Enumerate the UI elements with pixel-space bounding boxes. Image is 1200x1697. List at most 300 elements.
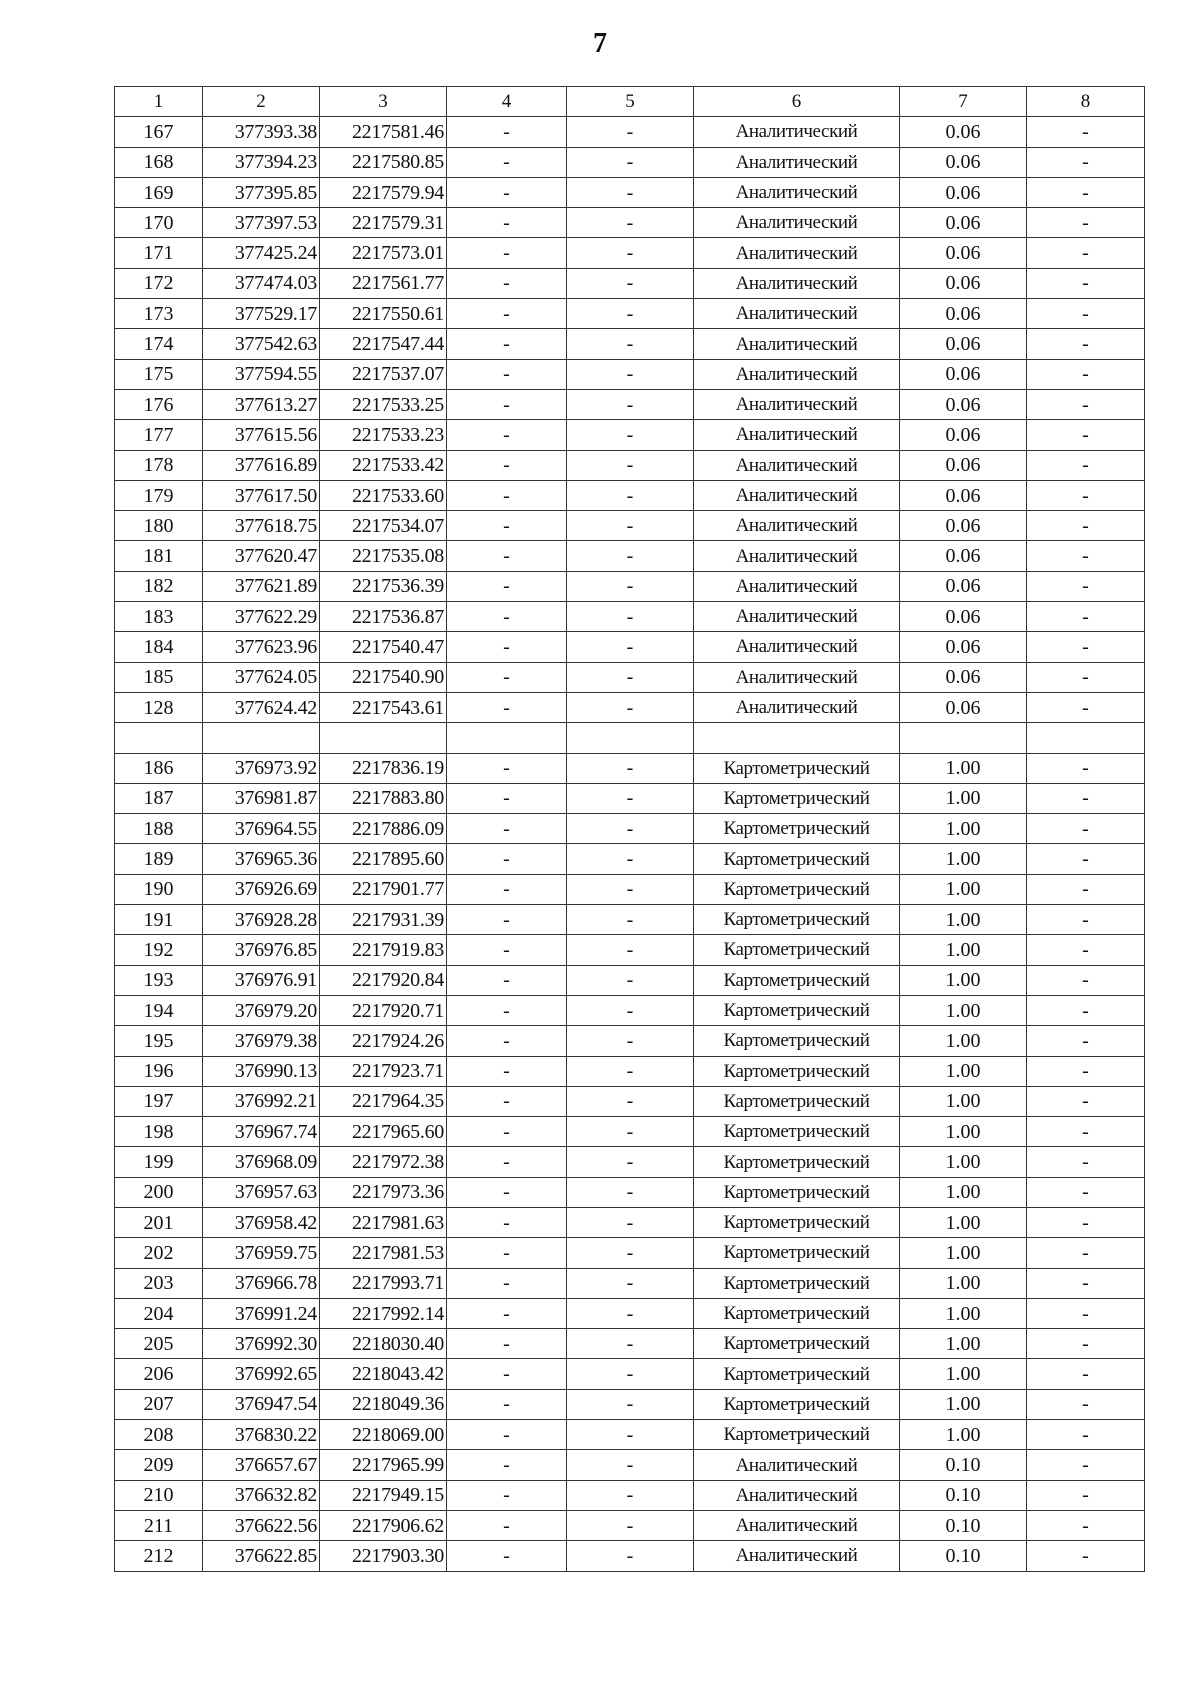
cell-coord-y: 2217931.39 xyxy=(320,905,447,935)
cell-col-8: - xyxy=(1027,1480,1145,1510)
cell-coord-x: 377617.50 xyxy=(203,480,320,510)
cell-col-5: - xyxy=(567,117,694,147)
cell-col-4: - xyxy=(447,359,567,389)
table-row xyxy=(115,299,1145,329)
cell-col-8 xyxy=(1027,723,1145,753)
table-row xyxy=(115,814,1145,844)
cell-coord-y: 2217895.60 xyxy=(320,844,447,874)
cell-coord-y: 2217547.44 xyxy=(320,329,447,359)
cell-col-4: - xyxy=(447,602,567,632)
cell-coord-y: 2217534.07 xyxy=(320,511,447,541)
cell-point-number: 208 xyxy=(115,1420,203,1450)
cell-accuracy: 0.06 xyxy=(900,632,1027,662)
cell-coord-y: 2217579.31 xyxy=(320,208,447,238)
cell-coord-y: 2217581.46 xyxy=(320,117,447,147)
cell-col-5: - xyxy=(567,1298,694,1328)
cell-accuracy: 1.00 xyxy=(900,1026,1027,1056)
cell-coord-x: 376992.30 xyxy=(203,1329,320,1359)
cell-coord-x: 376632.82 xyxy=(203,1480,320,1510)
cell-col-4: - xyxy=(447,1207,567,1237)
table-row xyxy=(115,511,1145,541)
cell-coord-x: 377624.42 xyxy=(203,692,320,722)
cell-col-4: - xyxy=(447,511,567,541)
cell-accuracy: 1.00 xyxy=(900,783,1027,813)
cell-coord-x: 376830.22 xyxy=(203,1420,320,1450)
cell-coord-x xyxy=(203,723,320,753)
table-row xyxy=(115,965,1145,995)
table-row xyxy=(115,268,1145,298)
cell-method: Аналитический xyxy=(694,329,900,359)
cell-coord-y: 2217920.71 xyxy=(320,995,447,1025)
cell-coord-x: 376926.69 xyxy=(203,874,320,904)
cell-col-4: - xyxy=(447,1389,567,1419)
cell-accuracy: 0.06 xyxy=(900,329,1027,359)
cell-point-number: 178 xyxy=(115,450,203,480)
cell-point-number: 201 xyxy=(115,1207,203,1237)
cell-point-number: 175 xyxy=(115,359,203,389)
cell-col-8: - xyxy=(1027,1117,1145,1147)
cell-coord-y xyxy=(320,723,447,753)
cell-col-8: - xyxy=(1027,329,1145,359)
cell-col-4: - xyxy=(447,632,567,662)
cell-accuracy: 1.00 xyxy=(900,1207,1027,1237)
cell-col-5: - xyxy=(567,1117,694,1147)
table-row xyxy=(115,874,1145,904)
cell-col-8: - xyxy=(1027,1147,1145,1177)
cell-accuracy: 1.00 xyxy=(900,1329,1027,1359)
cell-point-number: 169 xyxy=(115,177,203,207)
cell-col-5: - xyxy=(567,147,694,177)
cell-method: Картометрический xyxy=(694,905,900,935)
cell-coord-y: 2217901.77 xyxy=(320,874,447,904)
cell-coord-y: 2217836.19 xyxy=(320,753,447,783)
cell-coord-y: 2217923.71 xyxy=(320,1056,447,1086)
cell-col-8: - xyxy=(1027,511,1145,541)
cell-accuracy: 0.06 xyxy=(900,450,1027,480)
cell-col-5: - xyxy=(567,1450,694,1480)
cell-col-8: - xyxy=(1027,420,1145,450)
cell-point-number: 181 xyxy=(115,541,203,571)
cell-col-4: - xyxy=(447,905,567,935)
column-number-header: 1 xyxy=(115,87,203,117)
cell-coord-y: 2217972.38 xyxy=(320,1147,447,1177)
cell-method: Аналитический xyxy=(694,511,900,541)
cell-col-5: - xyxy=(567,420,694,450)
cell-method: Аналитический xyxy=(694,117,900,147)
cell-col-5: - xyxy=(567,995,694,1025)
table-row xyxy=(115,541,1145,571)
cell-method: Аналитический xyxy=(694,208,900,238)
cell-accuracy: 1.00 xyxy=(900,753,1027,783)
cell-coord-y: 2217573.01 xyxy=(320,238,447,268)
cell-point-number: 180 xyxy=(115,511,203,541)
cell-coord-x: 377621.89 xyxy=(203,571,320,601)
cell-method: Картометрический xyxy=(694,1238,900,1268)
cell-coord-x: 376966.78 xyxy=(203,1268,320,1298)
cell-col-8: - xyxy=(1027,177,1145,207)
cell-coord-y: 2218030.40 xyxy=(320,1329,447,1359)
cell-col-5: - xyxy=(567,1329,694,1359)
cell-accuracy: 0.06 xyxy=(900,420,1027,450)
cell-method: Аналитический xyxy=(694,662,900,692)
cell-point-number: 186 xyxy=(115,753,203,783)
table-row xyxy=(115,208,1145,238)
cell-method: Аналитический xyxy=(694,541,900,571)
cell-point-number: 170 xyxy=(115,208,203,238)
cell-col-5: - xyxy=(567,208,694,238)
cell-coord-y: 2217949.15 xyxy=(320,1480,447,1510)
column-number-header: 3 xyxy=(320,87,447,117)
cell-col-8: - xyxy=(1027,1086,1145,1116)
cell-point-number: 205 xyxy=(115,1329,203,1359)
cell-col-5: - xyxy=(567,299,694,329)
cell-accuracy: 0.10 xyxy=(900,1510,1027,1540)
cell-coord-y: 2217965.60 xyxy=(320,1117,447,1147)
cell-coord-y: 2217533.42 xyxy=(320,450,447,480)
cell-coord-y: 2217920.84 xyxy=(320,965,447,995)
cell-col-8: - xyxy=(1027,965,1145,995)
cell-coord-x: 376959.75 xyxy=(203,1238,320,1268)
cell-coord-y: 2217886.09 xyxy=(320,814,447,844)
cell-coord-y: 2218043.42 xyxy=(320,1359,447,1389)
cell-coord-x: 376957.63 xyxy=(203,1177,320,1207)
cell-coord-x: 377622.29 xyxy=(203,602,320,632)
cell-accuracy: 0.06 xyxy=(900,268,1027,298)
cell-col-4: - xyxy=(447,450,567,480)
cell-method: Картометрический xyxy=(694,1056,900,1086)
cell-method: Аналитический xyxy=(694,1510,900,1540)
table-row xyxy=(115,1086,1145,1116)
cell-method: Аналитический xyxy=(694,389,900,419)
table-row xyxy=(115,632,1145,662)
cell-coord-x: 376991.24 xyxy=(203,1298,320,1328)
cell-point-number: 172 xyxy=(115,268,203,298)
cell-col-8: - xyxy=(1027,1329,1145,1359)
cell-coord-y: 2217579.94 xyxy=(320,177,447,207)
cell-accuracy: 0.10 xyxy=(900,1450,1027,1480)
cell-accuracy xyxy=(900,723,1027,753)
cell-col-8: - xyxy=(1027,147,1145,177)
cell-accuracy: 1.00 xyxy=(900,965,1027,995)
cell-accuracy: 0.06 xyxy=(900,571,1027,601)
table-row xyxy=(115,1268,1145,1298)
cell-point-number: 128 xyxy=(115,692,203,722)
cell-col-4: - xyxy=(447,692,567,722)
cell-point-number xyxy=(115,723,203,753)
cell-accuracy: 1.00 xyxy=(900,1298,1027,1328)
column-number-header: 8 xyxy=(1027,87,1145,117)
cell-col-8: - xyxy=(1027,208,1145,238)
cell-coord-x: 377624.05 xyxy=(203,662,320,692)
cell-accuracy: 1.00 xyxy=(900,935,1027,965)
table-row xyxy=(115,662,1145,692)
coordinates-table xyxy=(114,86,1145,1572)
cell-coord-y: 2217536.87 xyxy=(320,602,447,632)
table-row xyxy=(115,905,1145,935)
cell-col-5: - xyxy=(567,268,694,298)
cell-method: Аналитический xyxy=(694,299,900,329)
table-row xyxy=(115,1117,1145,1147)
cell-point-number: 209 xyxy=(115,1450,203,1480)
cell-method: Картометрический xyxy=(694,1389,900,1419)
cell-coord-y: 2217537.07 xyxy=(320,359,447,389)
cell-col-5: - xyxy=(567,935,694,965)
cell-point-number: 207 xyxy=(115,1389,203,1419)
cell-point-number: 188 xyxy=(115,814,203,844)
cell-accuracy: 1.00 xyxy=(900,1359,1027,1389)
cell-col-5: - xyxy=(567,905,694,935)
cell-col-4: - xyxy=(447,1268,567,1298)
cell-col-4: - xyxy=(447,1147,567,1177)
cell-col-5: - xyxy=(567,753,694,783)
cell-coord-x: 377613.27 xyxy=(203,389,320,419)
cell-coord-x: 376992.65 xyxy=(203,1359,320,1389)
cell-col-8: - xyxy=(1027,1389,1145,1419)
table-row xyxy=(115,1026,1145,1056)
cell-coord-x: 377616.89 xyxy=(203,450,320,480)
cell-method: Аналитический xyxy=(694,268,900,298)
cell-coord-x: 376979.20 xyxy=(203,995,320,1025)
cell-coord-y: 2217533.23 xyxy=(320,420,447,450)
cell-col-5: - xyxy=(567,1147,694,1177)
cell-col-4: - xyxy=(447,1480,567,1510)
cell-col-8: - xyxy=(1027,1541,1145,1571)
table-row xyxy=(115,692,1145,722)
cell-method: Аналитический xyxy=(694,238,900,268)
cell-coord-y: 2217992.14 xyxy=(320,1298,447,1328)
cell-coord-y: 2218049.36 xyxy=(320,1389,447,1419)
table-row xyxy=(115,238,1145,268)
cell-col-8: - xyxy=(1027,1450,1145,1480)
cell-col-4: - xyxy=(447,1026,567,1056)
cell-col-8: - xyxy=(1027,359,1145,389)
cell-method: Картометрический xyxy=(694,935,900,965)
cell-accuracy: 1.00 xyxy=(900,1389,1027,1419)
cell-accuracy: 0.06 xyxy=(900,511,1027,541)
cell-point-number: 211 xyxy=(115,1510,203,1540)
table-row xyxy=(115,1510,1145,1540)
cell-coord-x: 376990.13 xyxy=(203,1056,320,1086)
cell-col-5: - xyxy=(567,814,694,844)
cell-method: Картометрический xyxy=(694,1026,900,1056)
cell-col-5: - xyxy=(567,541,694,571)
cell-col-8: - xyxy=(1027,783,1145,813)
cell-coord-y: 2217883.80 xyxy=(320,783,447,813)
cell-col-4: - xyxy=(447,1359,567,1389)
cell-accuracy: 0.06 xyxy=(900,299,1027,329)
cell-col-4: - xyxy=(447,662,567,692)
cell-point-number: 198 xyxy=(115,1117,203,1147)
cell-method: Аналитический xyxy=(694,1541,900,1571)
column-number-header: 7 xyxy=(900,87,1027,117)
table-row xyxy=(115,602,1145,632)
cell-point-number: 177 xyxy=(115,420,203,450)
cell-col-8: - xyxy=(1027,268,1145,298)
cell-col-5: - xyxy=(567,177,694,207)
cell-col-5: - xyxy=(567,571,694,601)
cell-point-number: 191 xyxy=(115,905,203,935)
cell-col-8: - xyxy=(1027,1420,1145,1450)
cell-col-5: - xyxy=(567,329,694,359)
cell-point-number: 202 xyxy=(115,1238,203,1268)
cell-col-8: - xyxy=(1027,814,1145,844)
cell-col-8: - xyxy=(1027,299,1145,329)
cell-col-4: - xyxy=(447,753,567,783)
cell-accuracy: 1.00 xyxy=(900,1086,1027,1116)
cell-point-number: 173 xyxy=(115,299,203,329)
cell-col-4: - xyxy=(447,844,567,874)
cell-col-5: - xyxy=(567,692,694,722)
cell-col-5: - xyxy=(567,1420,694,1450)
cell-point-number: 212 xyxy=(115,1541,203,1571)
cell-accuracy: 0.06 xyxy=(900,480,1027,510)
cell-coord-x: 376622.85 xyxy=(203,1541,320,1571)
cell-coord-y: 2218069.00 xyxy=(320,1420,447,1450)
cell-col-5: - xyxy=(567,238,694,268)
cell-col-4: - xyxy=(447,935,567,965)
table-row xyxy=(115,480,1145,510)
column-number-header: 2 xyxy=(203,87,320,117)
cell-method: Картометрический xyxy=(694,1298,900,1328)
cell-method: Аналитический xyxy=(694,632,900,662)
cell-col-5: - xyxy=(567,965,694,995)
cell-coord-y: 2217540.90 xyxy=(320,662,447,692)
cell-accuracy: 0.06 xyxy=(900,692,1027,722)
cell-col-4: - xyxy=(447,1238,567,1268)
cell-method: Картометрический xyxy=(694,1268,900,1298)
cell-method: Картометрический xyxy=(694,965,900,995)
cell-coord-x: 377474.03 xyxy=(203,268,320,298)
cell-method: Аналитический xyxy=(694,571,900,601)
cell-method: Картометрический xyxy=(694,1086,900,1116)
cell-col-4: - xyxy=(447,1056,567,1086)
cell-coord-x: 376968.09 xyxy=(203,1147,320,1177)
table-row xyxy=(115,1541,1145,1571)
cell-coord-y: 2217561.77 xyxy=(320,268,447,298)
cell-accuracy: 1.00 xyxy=(900,874,1027,904)
cell-col-5: - xyxy=(567,874,694,904)
table-header-row xyxy=(115,87,1145,117)
cell-col-8: - xyxy=(1027,1177,1145,1207)
cell-col-8: - xyxy=(1027,844,1145,874)
cell-col-4: - xyxy=(447,814,567,844)
cell-method: Картометрический xyxy=(694,874,900,904)
cell-coord-x: 377529.17 xyxy=(203,299,320,329)
cell-col-8: - xyxy=(1027,753,1145,783)
cell-coord-y: 2217973.36 xyxy=(320,1177,447,1207)
cell-col-4: - xyxy=(447,480,567,510)
cell-col-4: - xyxy=(447,147,567,177)
table-row xyxy=(115,844,1145,874)
cell-method: Аналитический xyxy=(694,450,900,480)
cell-col-5: - xyxy=(567,632,694,662)
table-row xyxy=(115,420,1145,450)
cell-col-4: - xyxy=(447,1298,567,1328)
cell-col-8: - xyxy=(1027,662,1145,692)
cell-col-4: - xyxy=(447,117,567,147)
cell-col-8: - xyxy=(1027,692,1145,722)
cell-coord-y: 2217543.61 xyxy=(320,692,447,722)
table-row xyxy=(115,571,1145,601)
cell-col-8: - xyxy=(1027,1268,1145,1298)
cell-col-8: - xyxy=(1027,117,1145,147)
cell-col-4: - xyxy=(447,389,567,419)
cell-method: Аналитический xyxy=(694,1480,900,1510)
table-row xyxy=(115,359,1145,389)
cell-col-5: - xyxy=(567,480,694,510)
cell-col-4: - xyxy=(447,238,567,268)
cell-col-8: - xyxy=(1027,602,1145,632)
cell-accuracy: 1.00 xyxy=(900,1177,1027,1207)
cell-coord-x: 377542.63 xyxy=(203,329,320,359)
cell-accuracy: 0.10 xyxy=(900,1480,1027,1510)
cell-point-number: 182 xyxy=(115,571,203,601)
cell-coord-x: 377620.47 xyxy=(203,541,320,571)
cell-col-8: - xyxy=(1027,935,1145,965)
cell-coord-y: 2217536.39 xyxy=(320,571,447,601)
cell-col-4: - xyxy=(447,571,567,601)
cell-col-4: - xyxy=(447,541,567,571)
cell-col-5: - xyxy=(567,783,694,813)
cell-method xyxy=(694,723,900,753)
cell-col-8: - xyxy=(1027,1056,1145,1086)
cell-coord-x: 377425.24 xyxy=(203,238,320,268)
cell-coord-y: 2217981.53 xyxy=(320,1238,447,1268)
cell-col-5: - xyxy=(567,1541,694,1571)
table-row xyxy=(115,117,1145,147)
cell-coord-x: 376976.85 xyxy=(203,935,320,965)
cell-col-5: - xyxy=(567,1389,694,1419)
cell-coord-x: 376992.21 xyxy=(203,1086,320,1116)
cell-point-number: 168 xyxy=(115,147,203,177)
cell-coord-y: 2217580.85 xyxy=(320,147,447,177)
cell-accuracy: 1.00 xyxy=(900,1056,1027,1086)
cell-coord-x: 376967.74 xyxy=(203,1117,320,1147)
cell-col-4: - xyxy=(447,1450,567,1480)
table-row xyxy=(115,1238,1145,1268)
cell-point-number: 184 xyxy=(115,632,203,662)
cell-col-5: - xyxy=(567,1207,694,1237)
cell-coord-x: 377594.55 xyxy=(203,359,320,389)
cell-col-5: - xyxy=(567,844,694,874)
cell-point-number: 210 xyxy=(115,1480,203,1510)
cell-method: Аналитический xyxy=(694,602,900,632)
cell-accuracy: 1.00 xyxy=(900,814,1027,844)
table-row xyxy=(115,995,1145,1025)
cell-point-number: 196 xyxy=(115,1056,203,1086)
cell-point-number: 200 xyxy=(115,1177,203,1207)
table-row xyxy=(115,147,1145,177)
table-row xyxy=(115,1420,1145,1450)
table-row xyxy=(115,1207,1145,1237)
table-row xyxy=(115,1329,1145,1359)
cell-point-number: 189 xyxy=(115,844,203,874)
cell-coord-y: 2217535.08 xyxy=(320,541,447,571)
cell-point-number: 174 xyxy=(115,329,203,359)
cell-col-8: - xyxy=(1027,1298,1145,1328)
cell-point-number: 192 xyxy=(115,935,203,965)
cell-col-5 xyxy=(567,723,694,753)
cell-accuracy: 0.06 xyxy=(900,177,1027,207)
cell-col-8: - xyxy=(1027,1207,1145,1237)
cell-point-number: 176 xyxy=(115,389,203,419)
cell-col-4: - xyxy=(447,1086,567,1116)
cell-col-5: - xyxy=(567,389,694,419)
table-row xyxy=(115,1450,1145,1480)
table-row xyxy=(115,389,1145,419)
cell-col-8: - xyxy=(1027,541,1145,571)
cell-coord-y: 2217533.60 xyxy=(320,480,447,510)
